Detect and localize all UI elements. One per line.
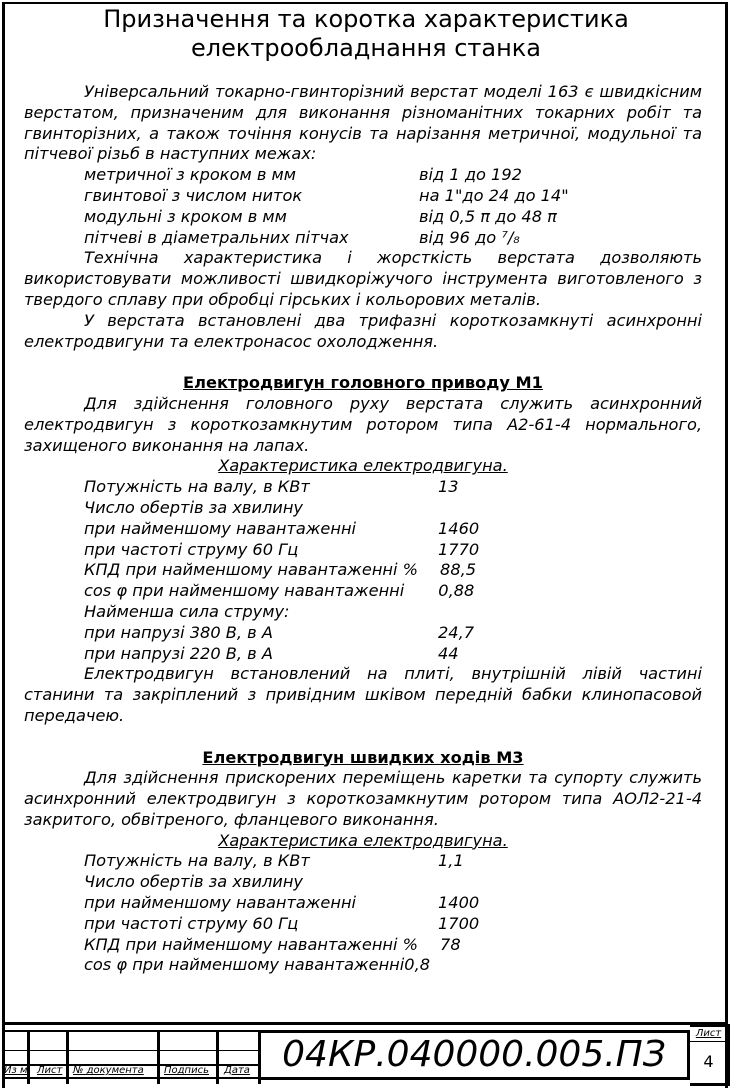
sheet-box xyxy=(690,1024,730,1086)
thread-ranges xyxy=(24,165,702,248)
m3-specs xyxy=(24,851,702,976)
intro-paragraph-2: Технічна характеристика і жорсткість верстата дозволяють використовувати можливості швидкоріжучого інструмента виготовленого з твердого сплаву при обробці гірських і кольорових металів. xyxy=(24,248,702,309)
spec-row: при напрузі 380 В, в А 24,7 xyxy=(84,622,475,642)
sheet-number: 4 xyxy=(703,1052,714,1071)
m1-char-title: Характеристика електродвигуна. xyxy=(218,456,508,476)
spec-row: Потужність на валу, в КВт 13 xyxy=(84,477,459,497)
col-label-doc-number: № документа xyxy=(73,1065,144,1076)
spec-row: Число обертів за хвилину xyxy=(84,872,303,892)
m1-paragraph-2: Електродвигун встановлений на плиті, внутрішній лівій частині станини та закріплений з привідним шківом передній бабки клинопасовой передачею. xyxy=(24,664,702,725)
intro-paragraph-3: У верстата встановлені два трифазні короткозамкнуті асинхронні електродвигуни та електронасос охолодження. xyxy=(24,310,702,351)
col-label-date: Дата xyxy=(224,1065,250,1076)
sheet-label: Лист xyxy=(690,1027,727,1042)
m1-heading: Електродвигун головного приводу М1 xyxy=(183,373,543,393)
col-label-signature: Подпись xyxy=(164,1065,209,1076)
title-line-2: електрообладнання станка xyxy=(190,34,541,62)
spec-row: КПД при найменшому навантаженні % 78 xyxy=(84,934,461,954)
spec-row: cos φ при найменшому навантаженні 0,8 xyxy=(84,955,431,975)
title-line-1: Призначення та коротка характеристика xyxy=(103,5,629,33)
thread-row: метричної з кроком в мм від 1 до 192 xyxy=(84,165,522,185)
thread-row: пітчеві в діаметральних пітчах від 96 до ⁷/₈ xyxy=(84,227,520,247)
spec-row: при частоті струму 60 Гц 1770 xyxy=(84,539,480,559)
spec-row: Найменша сила струму: xyxy=(84,601,290,621)
document-code: 04КР.040000.005.ПЗ xyxy=(258,1030,690,1080)
document-body xyxy=(24,82,702,976)
intro-paragraph-1: Універсальний токарно-гвинторізний верстат моделі 163 є швидкісним верстатом, призначеним для виконання різноманітних токарних робіт та гвинторізних, а також точіння конусів та нарізання метричної, модульної та пітчевої різьб в наступних межах: xyxy=(24,82,702,164)
m3-char-title: Характеристика електродвигуна. xyxy=(218,830,508,850)
title-block xyxy=(0,1022,732,1090)
thread-row: гвинтової з числом ниток на 1"до 24 до 14" xyxy=(84,185,569,205)
m1-paragraph-1: Для здійснення головного руху верстата служить асинхронний електродвигун з короткозамкнутим ротором типа А2-61-4 нормального, захищеного виконання на лапах. xyxy=(24,393,702,455)
spec-row: при найменшому навантаженні 1400 xyxy=(84,893,480,913)
col-label-izm: Из м xyxy=(4,1065,28,1076)
spec-row: при напрузі 220 В, в А 44 xyxy=(84,643,459,663)
col-label-list: Лист xyxy=(37,1065,63,1076)
spec-row: cos φ при найменшому навантаженні 0,88 xyxy=(84,581,475,601)
spec-row: при найменшому навантаженні 1460 xyxy=(84,518,480,538)
m3-paragraph-1: Для здійснення прискорених переміщень каретки та супорту служить асинхронний електродвигун з короткозамкнутим ротором типа АОЛ2-21-4 закритого, обвітреного, фланцевого виконання. xyxy=(24,768,702,829)
spec-row: Потужність на валу, в КВт 1,1 xyxy=(84,851,464,871)
spec-row: Число обертів за хвилину xyxy=(84,497,303,517)
page-title xyxy=(0,5,732,63)
spec-row: КПД при найменшому навантаженні % 88,5 xyxy=(84,560,477,580)
m3-heading: Електродвигун швидких ходів М3 xyxy=(202,747,524,767)
spec-row: при частоті струму 60 Гц 1700 xyxy=(84,913,480,933)
m1-specs xyxy=(24,477,702,664)
thread-row: модульні з кроком в мм від 0,5 π до 48 π xyxy=(84,206,557,226)
